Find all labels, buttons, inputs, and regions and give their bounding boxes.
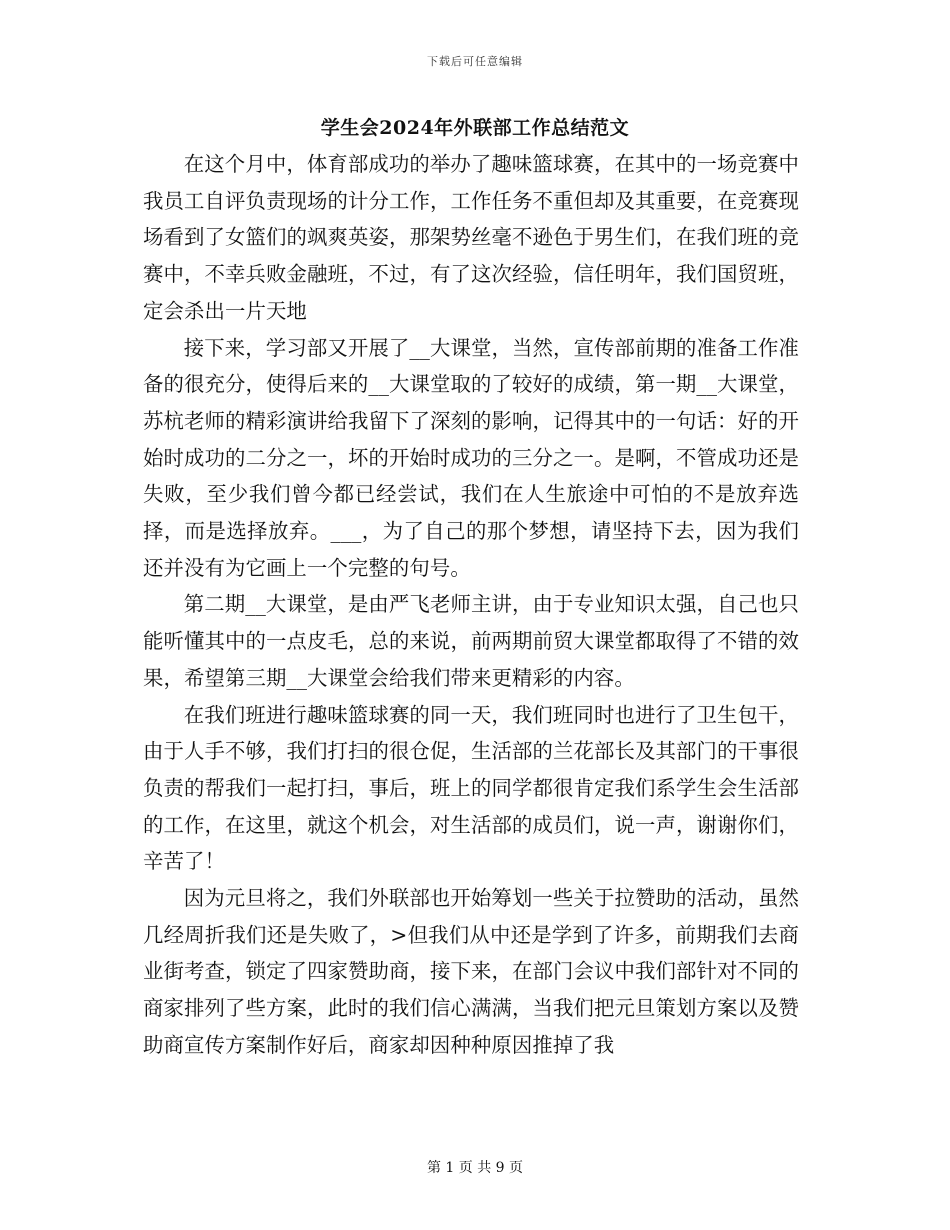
- paragraph-4: 在我们班进行趣味篮球赛的同一天，我们班同时也进行了卫生包干，由于人手不够，我们打扫的很仓促，生活部的兰花部长及其部门的干事很负责的帮我们一起打扫，事后，班上的同学都很肯定我们系学生会生活部的工作，在这里，就这个机会，对生活部的成员们，说一声，谢谢你们，辛苦了！: [143, 702, 799, 874]
- paragraph-5: 因为元旦将之，我们外联部也开始筹划一些关于拉赞助的活动，虽然几经周折我们还是失败了，>但我们从中还是学到了许多，前期我们去商业街考查，锁定了四家赞助商，接下来，在部门会议中我们部针对不同的商家排列了些方案，此时的我们信心满满，当我们把元旦策划方案以及赞助商宣传方案制作好后，商家却因种种原因推掉了我: [143, 886, 799, 1057]
- document-body: [143, 146, 799, 1064]
- paragraph-2: 接下来，学习部又开展了__大课堂，当然，宣传部前期的准备工作准备的很充分，使得后来的__大课堂取的了较好的成绩，第一期__大课堂，苏杭老师的精彩演讲给我留下了深刻的影响，记得其中的一句话：好的开始时成功的二分之一，坏的开始时成功的三分之一。是啊，不管成功还是失败，至少我们曾今都已经尝试，我们在人生旅途中可怕的不是放弃选择，而是选择放弃。___，为了自己的那个梦想，请坚持下去，因为我们还并没有为它画上一个完整的句号。: [143, 335, 799, 580]
- page-number-footer: 第 1 页 共 9 页: [426, 1160, 524, 1176]
- paragraph-1: 在这个月中，体育部成功的举办了趣味篮球赛，在其中的一场竞赛中我员工自评负责现场的计分工作，工作任务不重但却及其重要，在竞赛现场看到了女篮们的飒爽英姿，那架势丝毫不逊色于男生们，在我们班的竞赛中，不幸兵败金融班，不过，有了这次经验，信任明年，我们国贸班，定会杀出一片天地: [143, 152, 799, 323]
- header-note: 下载后可任意编辑: [427, 55, 523, 68]
- paragraph-3: 第二期__大课堂，是由严飞老师主讲，由于专业知识太强，自己也只能听懂其中的一点皮毛，总的来说，前两期前贸大课堂都取得了不错的效果，希望第三期__大课堂会给我们带来更精彩的内容。: [143, 592, 799, 690]
- document-title: 学生会2024年外联部工作总结范文: [320, 117, 630, 139]
